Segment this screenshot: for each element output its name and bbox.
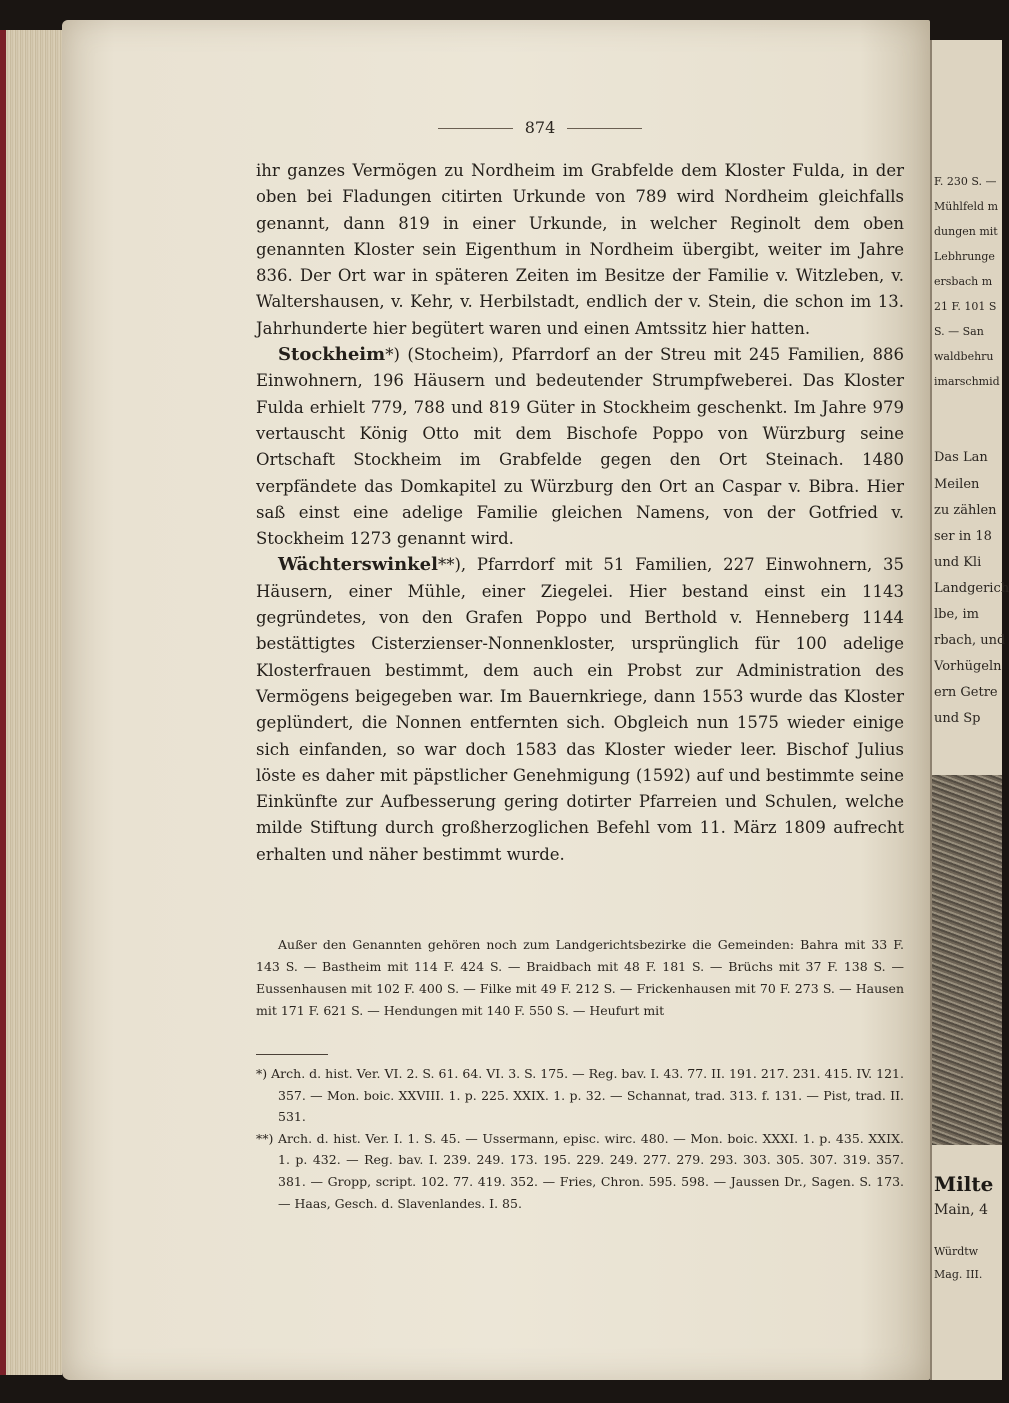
header-rule-left [438, 128, 513, 129]
adjacent-line: S. — San [934, 325, 984, 338]
footnote-divider [256, 1054, 328, 1055]
adjacent-line: Landgerich [934, 581, 1009, 596]
main-text [256, 158, 904, 868]
paragraph-waechterswinkel [256, 552, 904, 868]
adjacent-line: ser in 18 [934, 529, 992, 544]
adjacent-heading: Milte [934, 1172, 994, 1196]
adjacent-line: F. 230 S. — [934, 175, 997, 188]
paragraph-text: (Stocheim), Pfarrdorf an der Streu mit 245 Familien, 886 Einwohnern, 196 Häusern und bedeutender Strumpfweberei. Das Kloster Fulda erhielt 779, 788 und 819 Güter in Stockheim geschenkt. Im Jahre 979 vertauscht König Otto mit dem Bischofe Poppo von Würzburg seine Ortschaft Stockheim im Grabfelde gegen den Ort Steinach. 1480 verpfändete das Domkapitel zu Würzburg den Ort an Caspar v. Bibra. Hier saß einst eine adelige Familie gleichen Namens, von der Gotfried v. Stockheim 1273 genannt wird. [256, 345, 904, 549]
adjacent-line: dungen mit [934, 225, 998, 238]
adjacent-line: und Sp [934, 711, 981, 726]
adjacent-line: zu zählen [934, 503, 997, 518]
adjacent-line: ersbach m [934, 275, 993, 288]
footnote-mark: **) [437, 555, 461, 575]
adjacent-line: Mühlfeld m [934, 200, 999, 213]
engraving-illustration [932, 775, 1002, 1145]
footnote-mark: *) [385, 345, 400, 365]
footnotes [256, 1063, 904, 1214]
adjacent-line: waldbehru [934, 350, 994, 363]
adjacent-line: Lebhrunge [934, 250, 995, 263]
header-rule-right [567, 128, 642, 129]
adjacent-line: 21 F. 101 S [934, 300, 997, 313]
adjacent-line: ern Getre [934, 685, 998, 700]
footnote-1: *) Arch. d. hist. Ver. VI. 2. S. 61. 64. VI. 3. S. 175. — Reg. bav. I. 43. 77. II. 191. 217. 231. 415. IV. 121. 357. — Mon. boic. XXVIII. 1. p. 225. XXIX. 1. p. 32. — Schannat, trad. 313. f. 131. — Pist, trad. II. 531. [256, 1066, 904, 1125]
lemma-waechterswinkel: Wächterswinkel [278, 554, 438, 576]
paragraph-nordheim: ihr ganzes Vermögen zu Nordheim im Grabfelde dem Kloster Fulda, in der oben bei Fladungen citirten Urkunde von 789 wird Nordheim gleichfalls genannt, dann 819 in einer Urkunde, in welcher Reginolt dem oben genannten Kloster sein Eigenthum in Nordheim übergibt, weiter im Jahre 836. Der Ort war in späteren Zeiten im Besitze der Familie v. Witzleben, v. Waltershausen, v. Kehr, v. Herbilstadt, endlich der v. Stein, die schon im 13. Jahrhunderte hier begütert waren und einen Amtssitz hier hatten. [256, 161, 904, 338]
adjacent-line: Das Lan [934, 450, 988, 465]
adjacent-page-fragment [930, 40, 1009, 1380]
adjacent-line: Würdtw [934, 1245, 979, 1258]
adjacent-line: und Kli [934, 555, 982, 570]
paragraph-text: , Pfarrdorf mit 51 Familien, 227 Einwohnern, 35 Häusern, einer Mühle, einer Ziegelei. Hier bestand einst ein 1143 gegründetes, von den Grafen Poppo und Berthold v. Henneberg 1144 bestättigtes Cisterzienser-Nonnenkloster, ursprünglich für 100 adelige Klosterfrauen bestimmt, dem auch ein Probst zur Administration des Vermögens beigegeben war. Im Bauernkriege, dann 1553 wurde das Kloster geplündert, die Nonnen entfernten sich. Obgleich nun 1575 wieder einige sich einfanden, so war doch 1583 das Kloster wieder leer. Bischof Julius löste es daher mit päpstlicher Genehmigung (1592) auf und bestimmte seine Einkünfte zur Aufbesserung gering dotirter Pfarreien und Schulen, welche milde Stiftung durch großherzoglichen Befehl vom 11. März 1809 aufrecht erhalten und näher bestimmt wurde. [256, 555, 904, 864]
page-number: 874 [524, 118, 556, 137]
adjacent-line: Meilen [934, 477, 980, 492]
adjacent-line: Main, 4 [934, 1202, 988, 1218]
page-header [390, 118, 690, 137]
footnote-2: **) Arch. d. hist. Ver. I. 1. S. 45. — Ussermann, episc. wirc. 480. — Mon. boic. XXXI. 1. p. 435. XXIX. 1. p. 432. — Reg. bav. I. 239. 249. 173. 195. 229. 249. 277. 279. 293. 303. 305. 307. 319. 357. 381. — Gropp, script. 102. 77. 419. 352. — Fries, Chron. 595. 598. — Jaussen Dr., Sagen. S. 173. — Haas, Gesch. d. Slavenlandes. I. 85. [256, 1130, 904, 1211]
adjacent-line: Mag. III. [934, 1268, 983, 1281]
adjacent-line: lbe, im [934, 607, 979, 622]
paragraph-gemeinden: Außer den Genannten gehören noch zum Landgerichtsbezirke die Gemeinden: Bahra mit 33 F. 143 S. — Bastheim mit 114 F. 424 S. — Braidbach mit 48 F. 181 S. — Brüchs mit 37 F. 138 S. — Eussenhausen mit 102 F. 400 S. — Filke mit 49 F. 212 S. — Frickenhausen mit 70 F. 273 S. — Hausen mit 171 F. 621 S. — Hendungen mit 140 F. 550 S. — Heufurt mit [256, 937, 904, 1018]
lemma-stockheim: Stockheim [278, 344, 386, 366]
adjacent-line: Vorhügeln [934, 659, 1002, 674]
small-print-paragraph [256, 934, 904, 1022]
adjacent-line: imarschmid [934, 375, 1000, 388]
paragraph-stockheim [256, 342, 904, 552]
book-edge [0, 30, 62, 1375]
adjacent-line: rbach, und [934, 633, 1006, 648]
